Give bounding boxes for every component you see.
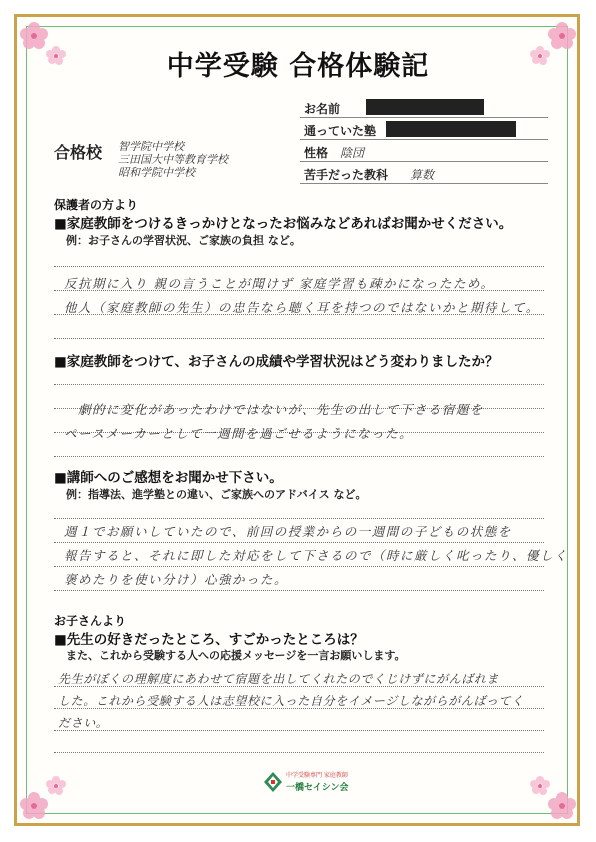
logo-mark-icon [264, 772, 282, 792]
answer-area [54, 372, 544, 462]
logo-name: 一橋セイシン会 [286, 783, 349, 793]
question-heading: ■家庭教師をつけて、お子さんの成績や学習状況はどう変わりましたか？ [54, 354, 499, 370]
company-logo [264, 770, 349, 794]
info-label: 苦手だった教科 [304, 168, 389, 182]
example-note: また、これから受験する人への応援メッセージを一言お願いします。 [66, 649, 406, 662]
school-name: 三田国大中等教育学校 [118, 153, 228, 166]
info-label: お名前 [304, 102, 341, 116]
guardian-label: 保護者の方より [54, 198, 139, 212]
pass-school-label: 合格校 [54, 143, 103, 162]
school-name: 昭和学院中学校 [118, 166, 195, 179]
logo-tagline: 中学受験専門 家庭教師 [286, 772, 348, 779]
question-heading: ■講師へのご感想をお聞かせ下さい。 [54, 470, 283, 486]
info-label: 性格 [304, 146, 329, 160]
flower-decoration-icon [522, 768, 578, 824]
info-row-cram-school [300, 118, 548, 140]
handwritten-line: 他人（家庭教師の先生）の忠告なら聴く耳を持つのではないかと期待して。 [64, 300, 540, 315]
answer-area [54, 506, 569, 602]
question-heading: ■家庭教師をつけるきっかけとなったお悩みなどあればお聞かせください。 [54, 216, 513, 232]
pass-school-list [118, 140, 228, 179]
handwritten-line: ペースメーカーとして一週間を過ごせるようになった。 [64, 426, 414, 441]
flower-decoration-icon [18, 768, 74, 824]
handwritten-line: 報告すると、それに即した対応をして下さるので（時に厳しく叱ったり、優しく [64, 548, 569, 563]
answer-area [54, 254, 544, 344]
handwritten-line: した。これから受験する人は志望校に入った自分をイメージしながらがんばってく [58, 694, 524, 708]
redaction-bar [386, 121, 516, 137]
redaction-bar [366, 99, 484, 115]
handwritten-line: 先生がぼくの理解度にあわせて宿題を出してくれたのでくじけずにがんばれま [58, 672, 500, 686]
info-label: 通っていた塾 [304, 124, 377, 138]
question-heading: ■先生の好きだったところ、すごかったところは？ [54, 632, 364, 648]
answer-area [54, 662, 544, 758]
info-row-weak-subject [300, 162, 548, 184]
page-title: 中学受験 合格体験記 [166, 51, 430, 82]
school-name: 智学院中学校 [118, 140, 184, 153]
profile-info [300, 96, 548, 184]
handwritten-line: ださい。 [58, 716, 109, 730]
child-label: お子さんより [54, 614, 127, 628]
example-note: 例：お子さんの学習状況、ご家族の負担 など。 [66, 234, 301, 247]
example-note: 例：指導法、進学塾との違い、ご家族へのアドバイス など。 [66, 488, 367, 501]
info-value: 算数 [410, 168, 435, 182]
info-value: 陰団 [340, 146, 365, 160]
handwritten-line: 劇的に変化があったわけではないが、先生の出して下さる宿題を [78, 402, 484, 417]
info-row-name [300, 96, 548, 118]
info-row-personality [300, 140, 548, 162]
handwritten-line: 週１でお願いしていたので、前回の授業からの一週間の子どもの状態を [64, 524, 512, 539]
handwritten-line: 反抗期に入り 親の言うことが聞けず 家庭学習も疎かになったため。 [64, 276, 495, 291]
handwritten-line: 褒めたりを使い分け）心強かった。 [64, 572, 289, 587]
